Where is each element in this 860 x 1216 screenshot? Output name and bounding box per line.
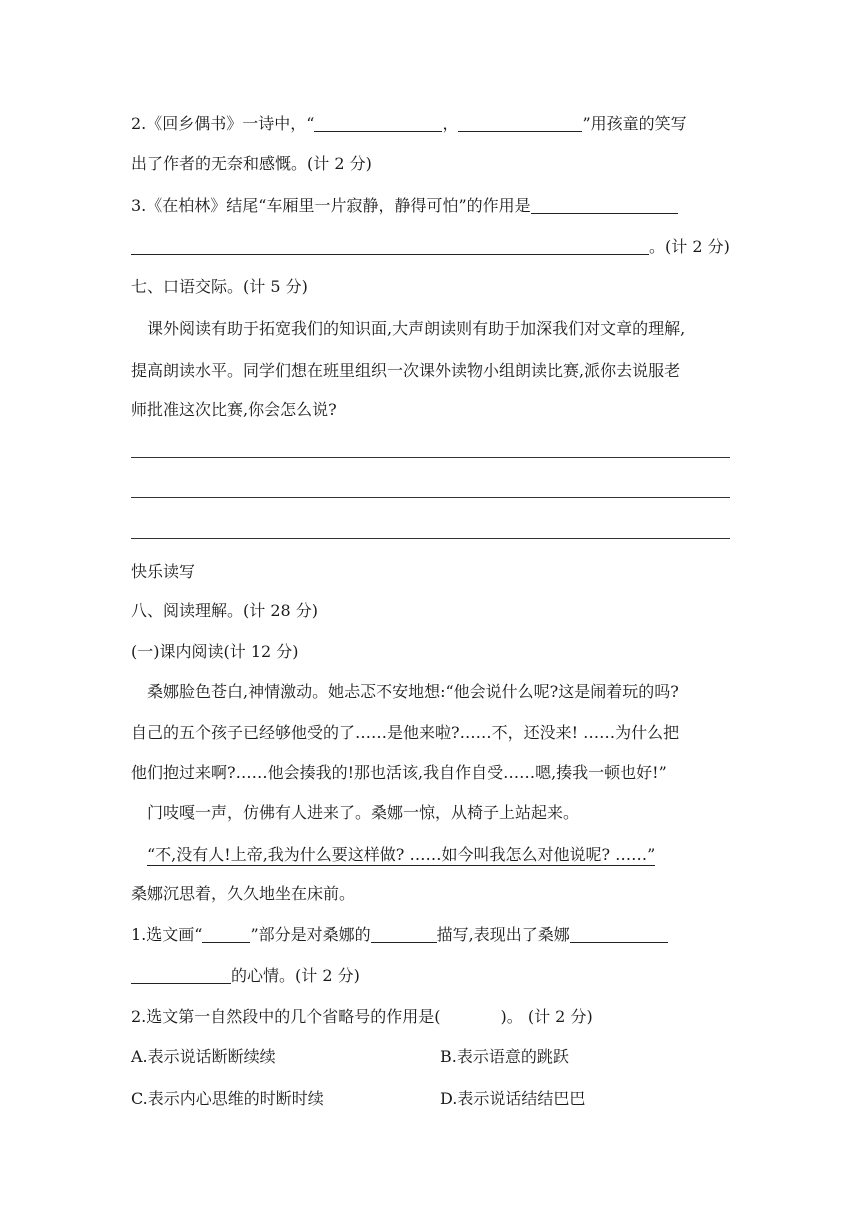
underlined-text: “不,没有人!上帝,我为什么要这样做? ……如今叫我怎么对他说呢? ……” — [147, 845, 656, 864]
oral-heading: 七、口语交际。(计 5 分) — [131, 277, 308, 296]
option-a[interactable]: A.表示说话断断续续 — [131, 1047, 276, 1066]
answer-blank[interactable] — [570, 925, 668, 943]
question-2-text-a: 2.选文第一自然段中的几个省略号的作用是( — [131, 1007, 441, 1026]
berlin-question-text: 3.《在柏林》结尾“车厢里一片寂静，静得可怕”的作用是 — [131, 196, 531, 215]
answer-line[interactable] — [131, 538, 730, 539]
answer-blank[interactable] — [531, 196, 678, 214]
oral-paragraph-line: 提高朗读水平。同学们想在班里组织一次课外读物小组朗读比赛,派你去说服老 — [131, 361, 681, 380]
question-1 — [131, 924, 668, 946]
passage-line: 桑娜沉思着，久久地坐在床前。 — [131, 884, 356, 903]
answer-blank[interactable] — [371, 925, 437, 943]
option-b[interactable]: B.表示语意的跳跃 — [440, 1047, 569, 1066]
poem-question-text-c: ”用孩童的笑写 — [582, 114, 687, 133]
oral-paragraph-line: 师批准这次比赛,你会怎么说? — [131, 400, 337, 419]
question-1-text-b: ”部分是对桑娜的 — [250, 925, 371, 944]
section-title: 快乐读写 — [131, 562, 196, 581]
answer-blank[interactable] — [202, 925, 250, 943]
reading-subheading: (一)课内阅读(计 12 分) — [131, 642, 299, 661]
passage-line: 他们抱过来啊?……他会揍我的!那也活该,我自作自受……嗯,揍我一顿也好!” — [131, 763, 667, 782]
poem-question-text-b: ， — [442, 114, 459, 133]
answer-blank[interactable] — [458, 114, 582, 132]
passage-line: 桑娜脸色苍白,神情激动。她忐忑不安地想:“他会说什么呢?这是闹着玩的吗? — [147, 682, 679, 701]
reading-heading: 八、阅读理解。(计 28 分) — [131, 601, 319, 620]
question-1-text-d: 的心情。(计 2 分) — [231, 966, 360, 985]
poem-question — [131, 113, 687, 135]
answer-line[interactable] — [131, 497, 730, 498]
poem-question-text-a: 2.《回乡偶书》一诗中，“ — [131, 114, 315, 133]
option-d[interactable]: D.表示说话结结巴巴 — [440, 1089, 586, 1108]
question-2-text-b: )。 (计 2 分) — [500, 1007, 593, 1026]
passage-line: 门吱嘎一声，仿佛有人进来了。桑娜一惊，从椅子上站起来。 — [147, 803, 580, 822]
passage-line: 自己的五个孩子已经够他受的了……是他来啦?……不，还没来! ……为什么把 — [131, 723, 680, 742]
option-c[interactable]: C.表示内心思维的时断时续 — [131, 1089, 324, 1108]
question-1-text-c: 描写,表现出了桑娜 — [436, 925, 570, 944]
question-1-cont — [131, 965, 360, 987]
question-1-text-a: 1.选文画“ — [131, 925, 203, 944]
poem-question-cont: 出了作者的无奈和感慨。(计 2 分) — [131, 154, 372, 173]
answer-blank[interactable] — [131, 966, 231, 984]
passage-underlined-line — [147, 844, 655, 866]
berlin-question — [131, 195, 678, 217]
answer-blank[interactable] — [131, 237, 649, 255]
berlin-question-cont — [131, 236, 730, 258]
answer-line[interactable] — [131, 457, 730, 458]
berlin-question-score: 。(计 2 分) — [649, 237, 730, 256]
oral-paragraph-line: 课外阅读有助于拓宽我们的知识面,大声朗读则有助于加深我们对文章的理解, — [147, 319, 686, 338]
question-2 — [131, 1006, 593, 1028]
answer-blank[interactable] — [314, 114, 442, 132]
